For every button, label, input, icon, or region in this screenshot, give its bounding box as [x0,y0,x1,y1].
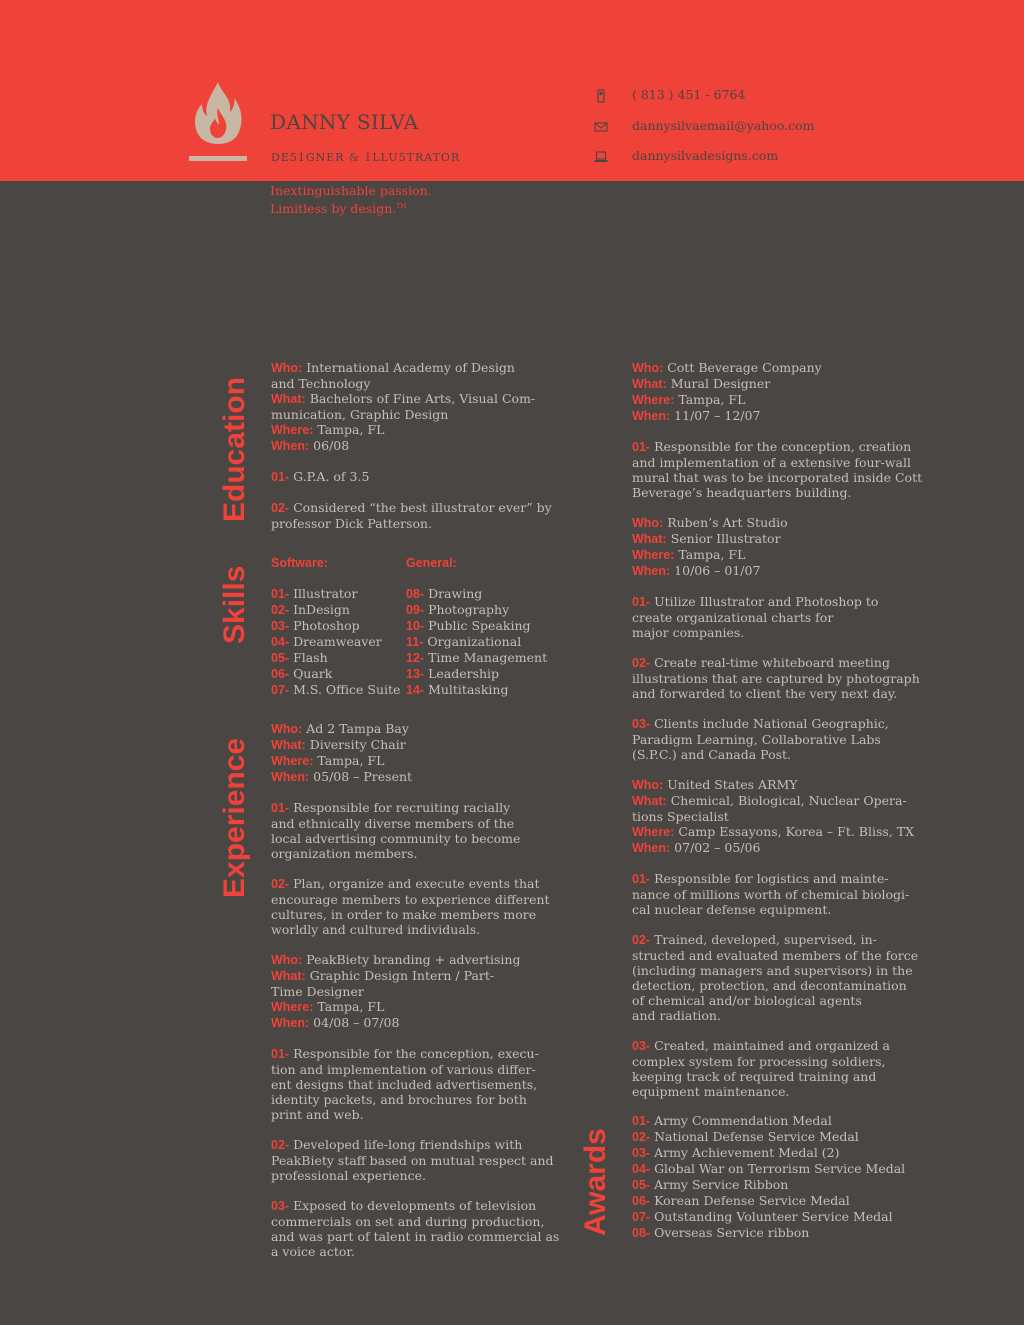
exp2-point-3-cont: and was part of talent in radio commercial as [271,1229,560,1244]
education-block [271,360,571,531]
exp4-point-1: 01- Utilize Illustrator and Photoshop to [632,594,879,609]
exp2-point-1: 01- Responsible for the conception, execu- [271,1046,539,1061]
award-item: 02- National Defense Service Medal [632,1129,859,1144]
exp1-point-2-cont: encourage members to experience different [271,892,550,907]
skill-item: 03- Photoshop [271,618,360,633]
software-heading: Software: [271,556,328,570]
exp2-point-1-cont: ent designs that included advertisements, [271,1077,538,1092]
exp2-when: When: 04/08 – 07/08 [271,1015,400,1030]
skill-item: 10- Public Speaking [406,618,531,633]
exp3-point-1-cont: Beverage’s headquarters building. [632,485,852,500]
exp5-point-2-cont: of chemical and/or biological agents [632,993,862,1008]
exp3-point-1: 01- Responsible for the conception, creation [632,439,912,454]
skill-item: 07- M.S. Office Suite [271,682,401,697]
exp5-point-3-cont: complex system for processing soldiers, [632,1054,886,1069]
exp2-point-1-cont: tion and implementation of various differ- [271,1062,536,1077]
section-title-awards: Awards [579,1128,612,1236]
exp2-point-2-cont: PeakBiety staff based on mutual respect and [271,1153,554,1168]
exp2-point-1-cont: print and web. [271,1107,364,1122]
exp4-point-2-cont: and forwarded to client the very next day. [632,686,898,701]
award-item: 06- Korean Defense Service Medal [632,1193,850,1208]
exp5-who: Who: United States ARMY [632,777,798,792]
exp1-point-2: 02- Plan, organize and execute events that [271,876,540,891]
exp1-what: What: Diversity Chair [271,737,406,752]
exp1-point-1-cont: and ethnically diverse members of the [271,816,515,831]
exp5-where: Where: Camp Essayons, Korea – Ft. Bliss, TX [632,824,914,839]
exp3-when: When: 11/07 – 12/07 [632,408,761,423]
exp5-what-cont: tions Specialist [632,809,729,824]
exp2-point-3-cont: a voice actor. [271,1244,355,1259]
education-what: What: Bachelors of Fine Arts, Visual Com- [271,391,536,406]
exp2-who: Who: PeakBiety branding + advertising [271,952,521,967]
exp5-what: What: Chemical, Biological, Nuclear Opera- [632,793,907,808]
exp1-point-2-cont: worldly and cultured individuals. [271,922,481,937]
education-point-2: 02- Considered “the best illustrator ever” by [271,500,552,515]
exp1-when: When: 05/08 – Present [271,769,413,784]
exp1-point-1-cont: local advertising community to become [271,831,521,846]
exp1-point-2-cont: cultures, in order to make members more [271,907,537,922]
skills-software-list [271,556,411,698]
education-where: Where: Tampa, FL [271,422,385,437]
skill-item: 08- Drawing [406,586,483,601]
exp4-point-3: 03- Clients include National Geographic, [632,716,889,731]
exp5-point-2-cont: detection, protection, and decontamination [632,978,907,993]
cellphone-icon [594,89,608,103]
skill-item: 13- Leadership [406,666,500,681]
email-link[interactable]: dannysilvaemail@yahoo.com [632,118,815,133]
exp4-who: Who: Ruben’s Art Studio [632,515,788,530]
candidate-role: DE51GNER & 1LLU5TRATOR [271,151,461,164]
exp5-point-1-cont: cal nuclear defense equipment. [632,902,832,917]
exp2-what: What: Graphic Design Intern / Part- [271,968,495,983]
section-title-skills: Skills [218,565,251,644]
award-item: 08- Overseas Service ribbon [632,1225,810,1240]
exp2-point-2: 02- Developed life-long friendships with [271,1137,523,1152]
exp2-point-1-cont: identity packets, and brochures for both [271,1092,527,1107]
exp5-point-2: 02- Trained, developed, supervised, in- [632,932,877,947]
exp1-point-1: 01- Responsible for recruiting racially [271,800,511,815]
envelope-icon [594,120,608,134]
exp4-point-2-cont: illustrations that are captured by photograph [632,671,920,686]
exp4-where: Where: Tampa, FL [632,547,746,562]
exp5-point-1: 01- Responsible for logistics and mainte- [632,871,889,886]
tagline [270,183,432,217]
award-item: 05- Army Service Ribbon [632,1177,789,1192]
exp4-point-1-cont: create organizational charts for [632,610,834,625]
general-heading: General: [406,556,457,570]
education-who-cont: and Technology [271,376,371,391]
skills-general-list [406,556,576,698]
exp2-point-2-cont: professional experience. [271,1168,426,1183]
header-band [0,0,1024,181]
tagline-line-2: Limitless by design.™ [270,201,407,217]
exp1-where: Where: Tampa, FL [271,753,385,768]
exp4-point-3-cont: Paradigm Learning, Collaborative Labs [632,732,881,747]
skill-item: 12- Time Management [406,650,548,665]
skill-item: 06- Quark [271,666,333,681]
exp3-point-1-cont: mural that was to be incorporated inside Cott [632,470,923,485]
tagline-line-1: Inextinguishable passion. [270,183,432,198]
award-item: 03- Army Achievement Medal (2) [632,1145,840,1160]
awards-list [632,1113,942,1241]
section-title-education: Education [218,376,251,522]
skill-item: 01- Illustrator [271,586,358,601]
exp4-point-3-cont: (S.P.C.) and Canada Post. [632,747,792,762]
skill-item: 11- Organizational [406,634,522,649]
skill-item: 05- Flash [271,650,328,665]
exp3-who: Who: Cott Beverage Company [632,360,822,375]
education-who: Who: International Academy of Design [271,360,515,375]
experience-block-right [632,360,942,1099]
skill-item: 02- InDesign [271,602,350,617]
exp5-point-2-cont: and radiation. [632,1008,721,1023]
skill-item: 09- Photography [406,602,510,617]
experience-block-left [271,721,571,1259]
phone-text[interactable]: ( 813 ) 451 - 6764 [632,87,746,102]
exp3-where: Where: Tampa, FL [632,392,746,407]
exp2-where: Where: Tampa, FL [271,999,385,1014]
section-title-experience: Experience [218,737,251,898]
exp1-who: Who: Ad 2 Tampa Bay [271,721,409,736]
candidate-name: DANNY SILVA [270,110,419,134]
exp1-point-1-cont: organization members. [271,846,418,861]
education-point-1: 01- G.P.A. of 3.5 [271,469,370,484]
education-when: When: 06/08 [271,438,350,453]
education-what-cont: munication, Graphic Design [271,407,449,422]
exp5-point-3-cont: keeping track of required training and [632,1069,877,1084]
exp5-point-2-cont: (including managers and supervisors) in the [632,963,913,978]
exp3-what: What: Mural Designer [632,376,771,391]
education-point-2-cont: professor Dick Patterson. [271,516,433,531]
exp5-point-3-cont: equipment maintenance. [632,1084,790,1099]
website-link[interactable]: dannysilvadesigns.com [632,148,779,163]
award-item: 01- Army Commendation Medal [632,1113,832,1128]
exp4-when: When: 10/06 – 01/07 [632,563,761,578]
trademark-mark: TM [396,203,407,210]
exp4-what: What: Senior Illustrator [632,531,781,546]
exp4-point-1-cont: major companies. [632,625,745,640]
skill-item: 14- Multitasking [406,682,509,697]
skill-item: 04- Dreamweaver [271,634,382,649]
award-item: 07- Outstanding Volunteer Service Medal [632,1209,893,1224]
exp5-when: When: 07/02 – 05/06 [632,840,761,855]
exp4-point-2: 02- Create real-time whiteboard meeting [632,655,890,670]
exp5-point-1-cont: nance of millions worth of chemical biologi- [632,887,910,902]
award-item: 04- Global War on Terrorism Service Medal [632,1161,906,1176]
flame-logo-icon [188,78,248,164]
exp5-point-3: 03- Created, maintained and organized a [632,1038,890,1053]
exp5-point-2-cont: structed and evaluated members of the force [632,948,919,963]
exp2-point-3-cont: commercials on set and during production, [271,1214,545,1229]
exp3-point-1-cont: and implementation of a extensive four-wall [632,455,911,470]
exp2-point-3: 03- Exposed to developments of television [271,1198,537,1213]
exp2-what-cont: Time Designer [271,984,364,999]
laptop-icon [594,150,608,164]
